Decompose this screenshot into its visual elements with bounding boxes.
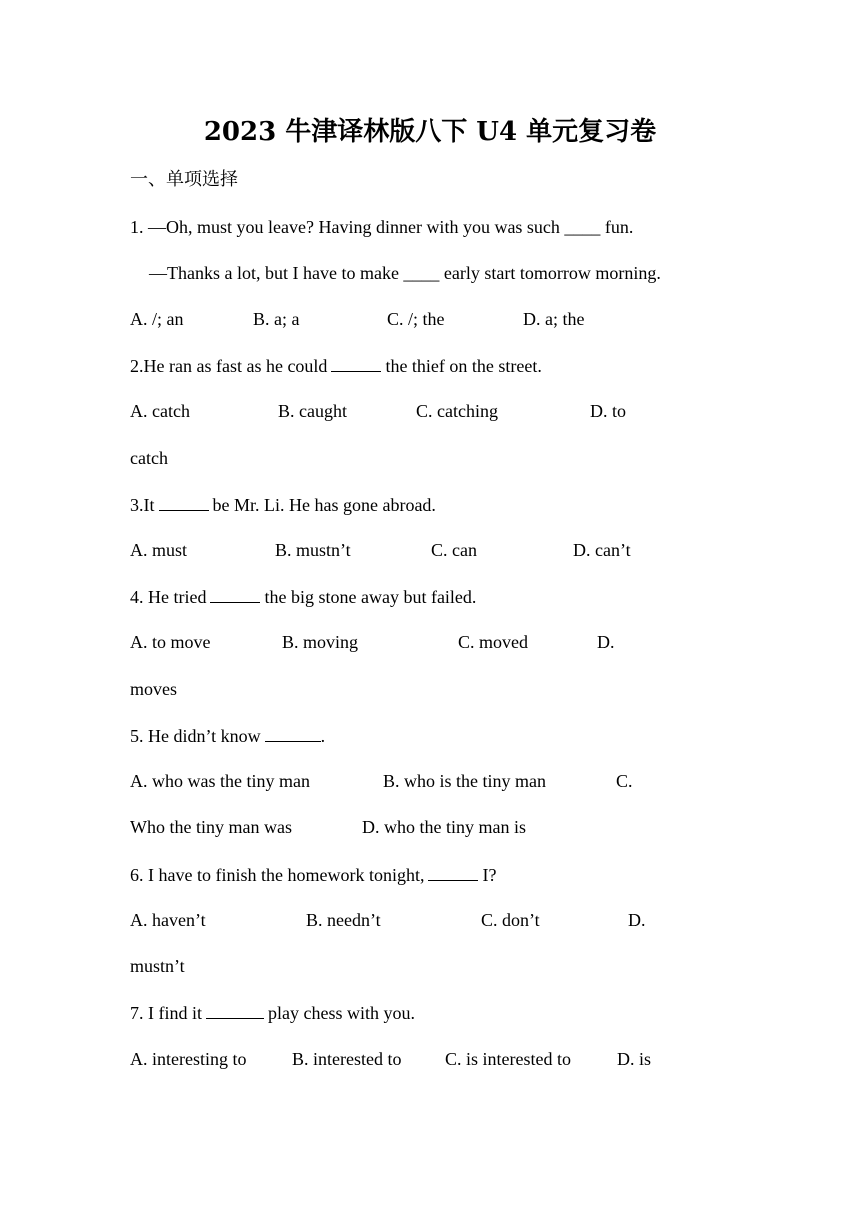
q7-option-b: B. interested to — [292, 1049, 402, 1069]
question-3-text-post: be Mr. Li. He has gone abroad. — [212, 495, 436, 515]
q3-option-c: C. can — [431, 540, 477, 560]
q1-option-c: C. /; the — [387, 309, 445, 329]
question-4-text-post: the big stone away but failed. — [264, 587, 477, 607]
answer-blank — [265, 723, 321, 742]
answer-blank — [210, 584, 260, 603]
question-1-line-2: —Thanks a lot, but I have to make ____ early start tomorrow morning. — [149, 263, 661, 283]
q2-option-b: B. caught — [278, 401, 347, 421]
answer-blank — [159, 492, 209, 511]
question-5-text-pre: 5. He didn’t know — [130, 726, 261, 746]
question-7-text-post: play chess with you. — [268, 1003, 415, 1023]
q5-option-a: A. who was the tiny man — [130, 771, 310, 791]
q5-option-c: C. — [616, 771, 633, 791]
q3-option-d: D. can’t — [573, 540, 631, 560]
q1-option-b: B. a; a — [253, 309, 300, 329]
answer-blank — [428, 862, 478, 881]
q5-option-d: D. who the tiny man is — [362, 817, 526, 837]
q6-option-d-continued: mustn’t — [130, 956, 185, 976]
q6-option-c: C. don’t — [481, 910, 540, 930]
question-5 — [130, 723, 325, 748]
q7-option-d: D. is — [617, 1049, 652, 1069]
section-heading: 一、单项选择 — [130, 169, 238, 190]
q4-option-d-continued: moves — [130, 679, 177, 699]
question-3-text-pre: 3.It — [130, 495, 155, 515]
q2-option-a: A. catch — [130, 401, 190, 421]
page-title: 2023 牛津译林版八下 U4 单元复习卷 — [203, 117, 657, 147]
q1-option-a: A. /; an — [130, 309, 184, 329]
question-2 — [130, 353, 542, 378]
q1-option-d: D. a; the — [523, 309, 585, 329]
question-6-text-post: I? — [482, 865, 497, 885]
question-1-line-1: 1. —Oh, must you leave? Having dinner with you was such ____ fun. — [130, 217, 634, 237]
question-6-text-pre: 6. I have to finish the homework tonight, — [130, 865, 425, 885]
q4-option-d: D. — [597, 632, 615, 652]
answer-blank — [331, 353, 381, 372]
question-3 — [130, 492, 436, 517]
question-4 — [130, 584, 476, 609]
q5-option-c-continued: Who the tiny man was — [130, 817, 292, 837]
q2-option-d-continued: catch — [130, 448, 168, 468]
question-7 — [130, 1000, 415, 1025]
q3-option-b: B. mustn’t — [275, 540, 351, 560]
q6-option-d: D. — [628, 910, 646, 930]
q7-option-a: A. interesting to — [130, 1049, 247, 1069]
q2-option-d: D. to — [590, 401, 626, 421]
answer-blank — [206, 1000, 264, 1019]
q3-option-a: A. must — [130, 540, 188, 560]
question-7-text-pre: 7. I find it — [130, 1003, 202, 1023]
question-2-text-pre: 2.He ran as fast as he could — [130, 356, 328, 376]
q4-option-b: B. moving — [282, 632, 359, 652]
question-2-text-post: the thief on the street. — [385, 356, 542, 376]
q7-option-c: C. is interested to — [445, 1049, 571, 1069]
q5-option-b: B. who is the tiny man — [383, 771, 546, 791]
q6-option-b: B. needn’t — [306, 910, 381, 930]
question-4-text-pre: 4. He tried — [130, 587, 207, 607]
question-5-text-post: . — [320, 726, 326, 746]
q4-option-c: C. moved — [458, 632, 528, 652]
q4-option-a: A. to move — [130, 632, 211, 652]
q2-option-c: C. catching — [416, 401, 498, 421]
q6-option-a: A. haven’t — [130, 910, 206, 930]
question-6 — [130, 862, 496, 887]
